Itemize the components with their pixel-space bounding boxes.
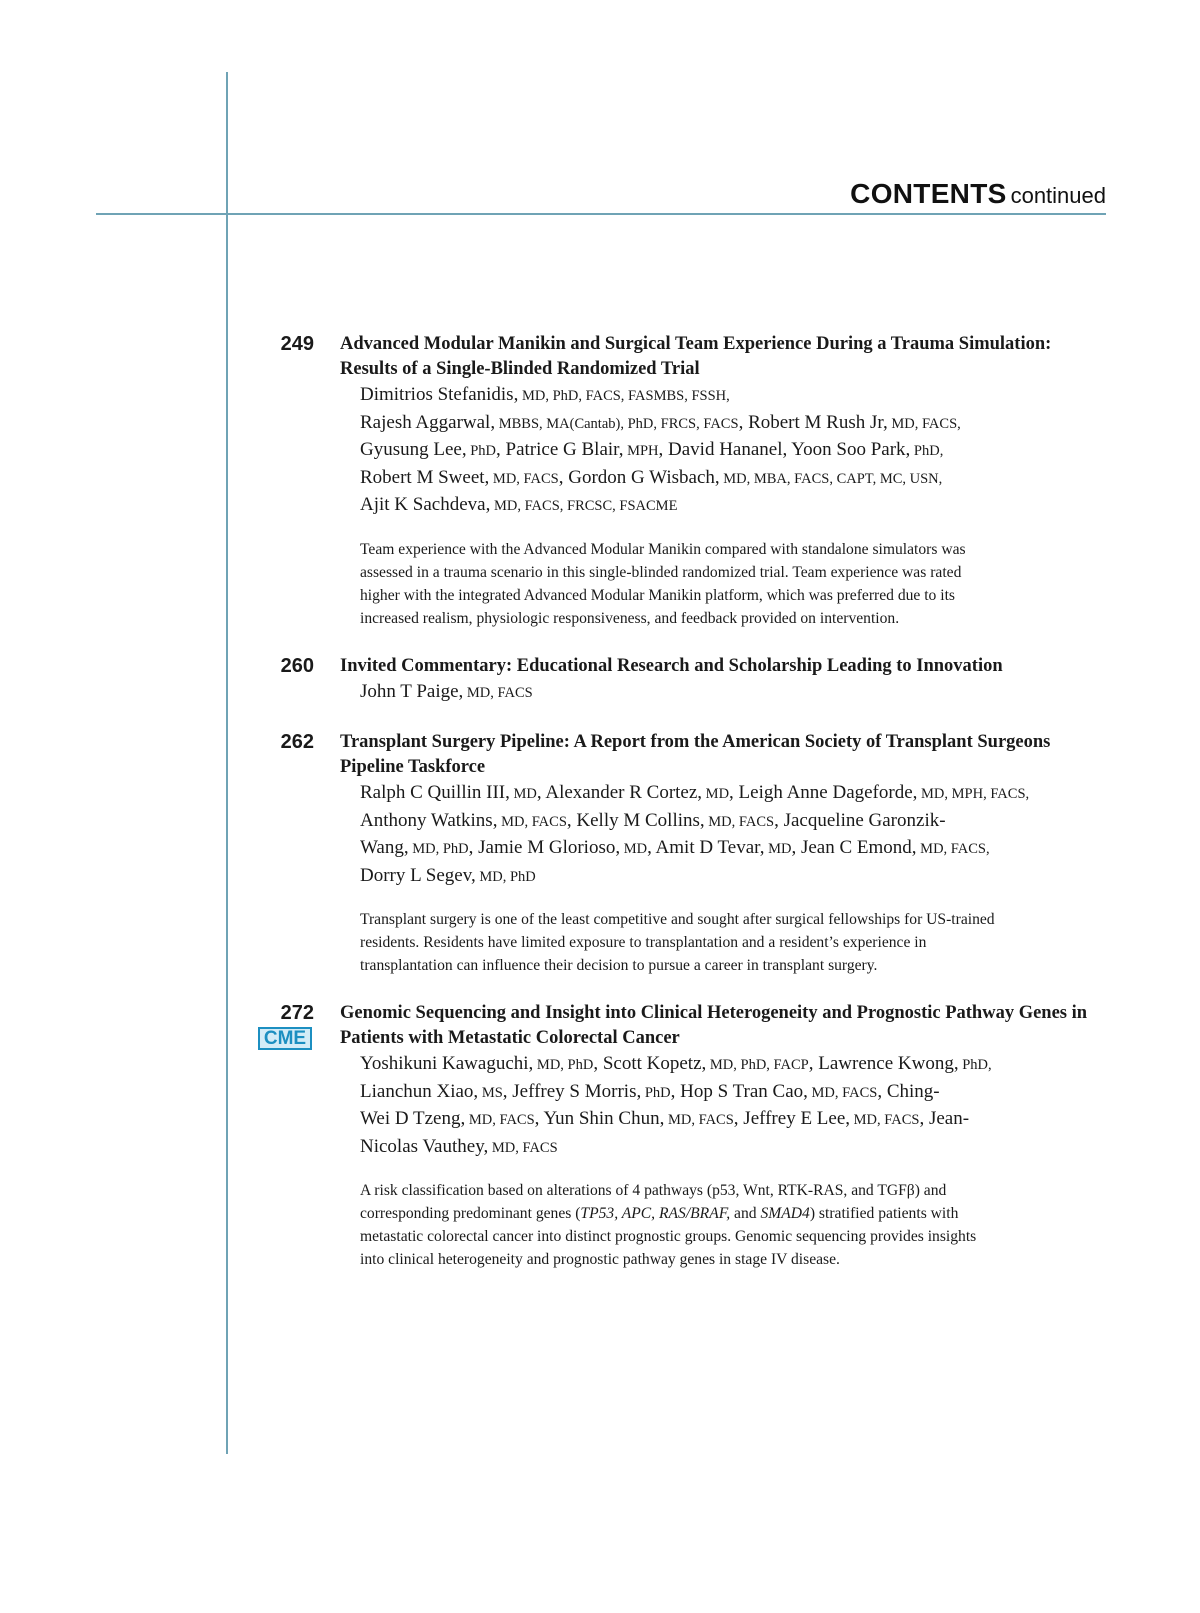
text-line [360,1248,1100,1271]
author-name: , Scott Kopetz, [593,1053,707,1074]
article-summary [360,538,1100,630]
summary-text: SMAD4 [760,1205,810,1222]
author-name: Anthony Watkins, [360,809,498,831]
summary-text: residents. Residents have limited exposure to transplantation and a resident’s experience in [360,934,927,951]
author-list [360,780,1110,890]
credentials: MD, FACS [488,1139,558,1156]
credentials: MD, PhD, FACP [706,1057,809,1073]
author-list [360,382,1110,520]
author-name: , Jeffrey S Morris, [502,1080,642,1102]
author-name: , Jean C Emond, [791,837,917,858]
author-name: Robert M Sweet, [360,466,490,488]
text-line [360,908,1100,931]
text-line [360,1202,1100,1225]
summary-text: higher with the integrated Advanced Modular Manikin platform, which was preferred due to its [360,586,955,604]
contents-list [0,332,1200,1295]
text-line [360,437,1110,465]
credentials: MD, FACS [850,1112,920,1128]
summary-text: increased realism, physiologic responsiveness, and feedback provided on intervention. [360,609,900,627]
text-line [360,1079,1110,1107]
author-name: Ajit K Sachdeva, [360,494,491,515]
summary-text: transplantation can influence their decision to pursue a career in transplant surgery. [360,957,878,974]
author-name: , Kelly M Collins, [566,809,705,831]
credentials: PhD, [910,443,944,459]
page-number: 272 [280,1002,314,1024]
article-title[interactable]: Genomic Sequencing and Insight into Clinical Heterogeneity and Prognostic Pathway Genes in Patients with Metastatic Colorectal Cancer [340,1003,1088,1048]
author-name: Gyusung Lee, [360,439,467,460]
text-line [360,863,1110,891]
page-number: 249 [280,333,314,355]
author-name: Lianchun Xiao, [360,1080,479,1102]
text-line [360,954,1100,977]
summary-text: into clinical heterogeneity and prognostic pathway genes in stage IV disease. [360,1251,840,1268]
page-number: 260 [280,654,314,677]
toc-entry [0,332,1200,630]
credentials: MS [478,1084,503,1101]
credentials: MD, FACS [664,1112,734,1128]
article-title[interactable]: Invited Commentary: Educational Research and Scholarship Leading to Innovation [340,655,1003,676]
summary-text: Team experience with the Advanced Modular Manikin compared with standalone simulators was [360,540,966,558]
text-line [360,561,1100,584]
author-name: , Alexander R Cortez, [536,782,703,803]
author-name: Rajesh Aggarwal, [360,411,496,433]
text-line [360,780,1110,808]
summary-text: TP53, APC, RAS/BRAF, [580,1205,731,1222]
credentials: MD, FACS [807,1084,878,1101]
author-name: , Lawrence Kwong, [808,1053,959,1074]
author-name: , Jamie M Glorioso, [468,837,621,858]
author-name: , Ching- [877,1080,940,1102]
text-line [360,410,1110,438]
text-line [360,835,1110,863]
credentials: MD [702,786,730,802]
credentials: MBBS, MA(Cantab), PhD, FRCS, FACS [495,415,739,432]
credentials: MD, PhD [533,1057,594,1073]
text-line [360,1051,1110,1079]
author-name: , Jeffrey E Lee, [733,1108,851,1129]
page-number: 262 [280,731,314,753]
credentials: MD, FACS [465,1112,535,1128]
summary-text: A risk classification based on alterations of 4 pathways (p53, Wnt, RTK-RAS, and TGFβ) and [360,1182,947,1199]
author-name: , Jacqueline Garonzik- [774,809,946,831]
author-list [360,679,1110,707]
author-name: John T Paige, [360,680,464,702]
author-name: Ralph C Quillin III, [360,782,510,803]
credentials: MD [620,841,648,857]
author-name: , Yun Shin Chun, [534,1108,665,1129]
credentials: MD, MPH, FACS, [917,786,1030,802]
text-line [360,1134,1110,1162]
page-header [850,178,1106,210]
credentials: MD, PhD, FACS, FASMBS, FSSH, [518,388,730,404]
credentials: MD, FACS [497,813,567,830]
header-contents: CONTENTS [850,178,1007,209]
credentials: PhD [641,1084,671,1101]
author-name: , Leigh Anne Dageforde, [729,782,918,803]
author-name: , Patrice G Blair, [496,439,624,460]
text-line [360,538,1100,561]
header-continued: continued [1010,183,1106,208]
text-line [360,1179,1100,1202]
author-name: , David Hananel, Yoon Soo Park, [658,439,911,460]
author-name: , Amit D Tevar, [647,837,765,858]
credentials: MD, PhD [475,868,536,885]
summary-text: metastatic colorectal cancer into distinct prognostic groups. Genomic sequencing provides insights [360,1228,977,1245]
author-list [360,1051,1110,1161]
summary-text: corresponding predominant genes ( [360,1205,581,1222]
author-name: Wang, [360,837,409,858]
author-name: Nicolas Vauthey, [360,1135,489,1157]
text-line [360,382,1110,410]
credentials: MD [764,841,792,857]
credentials: MD, FACS [489,470,559,487]
toc-entry [0,1001,1200,1271]
credentials: PhD, [958,1057,992,1073]
article-title[interactable]: Transplant Surgery Pipeline: A Report from the American Society of Transplant Surgeons Pipeline Taskforce [340,732,1051,777]
text-line [360,607,1100,630]
author-name: , Robert M Rush Jr, [738,411,888,433]
author-name: , Hop S Tran Cao, [670,1080,808,1102]
article-summary [360,908,1100,977]
cme-badge: CME [258,1027,312,1050]
credentials: MD, FACS [704,813,775,830]
credentials: MD [509,786,537,802]
credentials: MD, FACS [463,684,533,701]
credentials: MD, MBA, FACS, CAPT, MC, USN, [719,470,943,487]
credentials: MD, FACS, [887,415,961,432]
header-rule [96,213,1106,215]
text-line [360,931,1100,954]
credentials: MD, FACS, FRCSC, FSACME [490,498,678,514]
author-name: , Jean- [919,1108,970,1129]
text-line [360,808,1110,836]
text-line [360,584,1100,607]
text-line [360,465,1110,493]
toc-entry [0,730,1200,977]
author-name: Wei D Tzeng, [360,1108,466,1129]
author-name: Dorry L Segev, [360,864,476,886]
text-line [360,1106,1110,1134]
text-line [360,1225,1100,1248]
author-name: Dimitrios Stefanidis, [360,384,519,405]
author-name: Yoshikuni Kawaguchi, [360,1053,534,1074]
summary-text: ) stratified patients with [809,1205,959,1222]
article-title[interactable]: Advanced Modular Manikin and Surgical Team Experience During a Trauma Simulation: Results of a Single-Blinded Randomized Trial [340,334,1052,379]
summary-text: Transplant surgery is one of the least competitive and sought after surgical fellowships for US-trained [360,911,995,928]
article-summary [360,1179,1100,1271]
author-name: , Gordon G Wisbach, [558,466,720,488]
credentials: MPH [623,443,659,459]
summary-text: and [730,1205,761,1222]
toc-entry [0,654,1200,707]
text-line [360,679,1110,707]
summary-text: assessed in a trauma scenario in this single-blinded randomized trial. Team experience was rated [360,563,962,581]
credentials: PhD [466,443,497,459]
credentials: MD, PhD [408,841,469,857]
credentials: MD, FACS, [916,841,990,857]
text-line [360,492,1110,520]
